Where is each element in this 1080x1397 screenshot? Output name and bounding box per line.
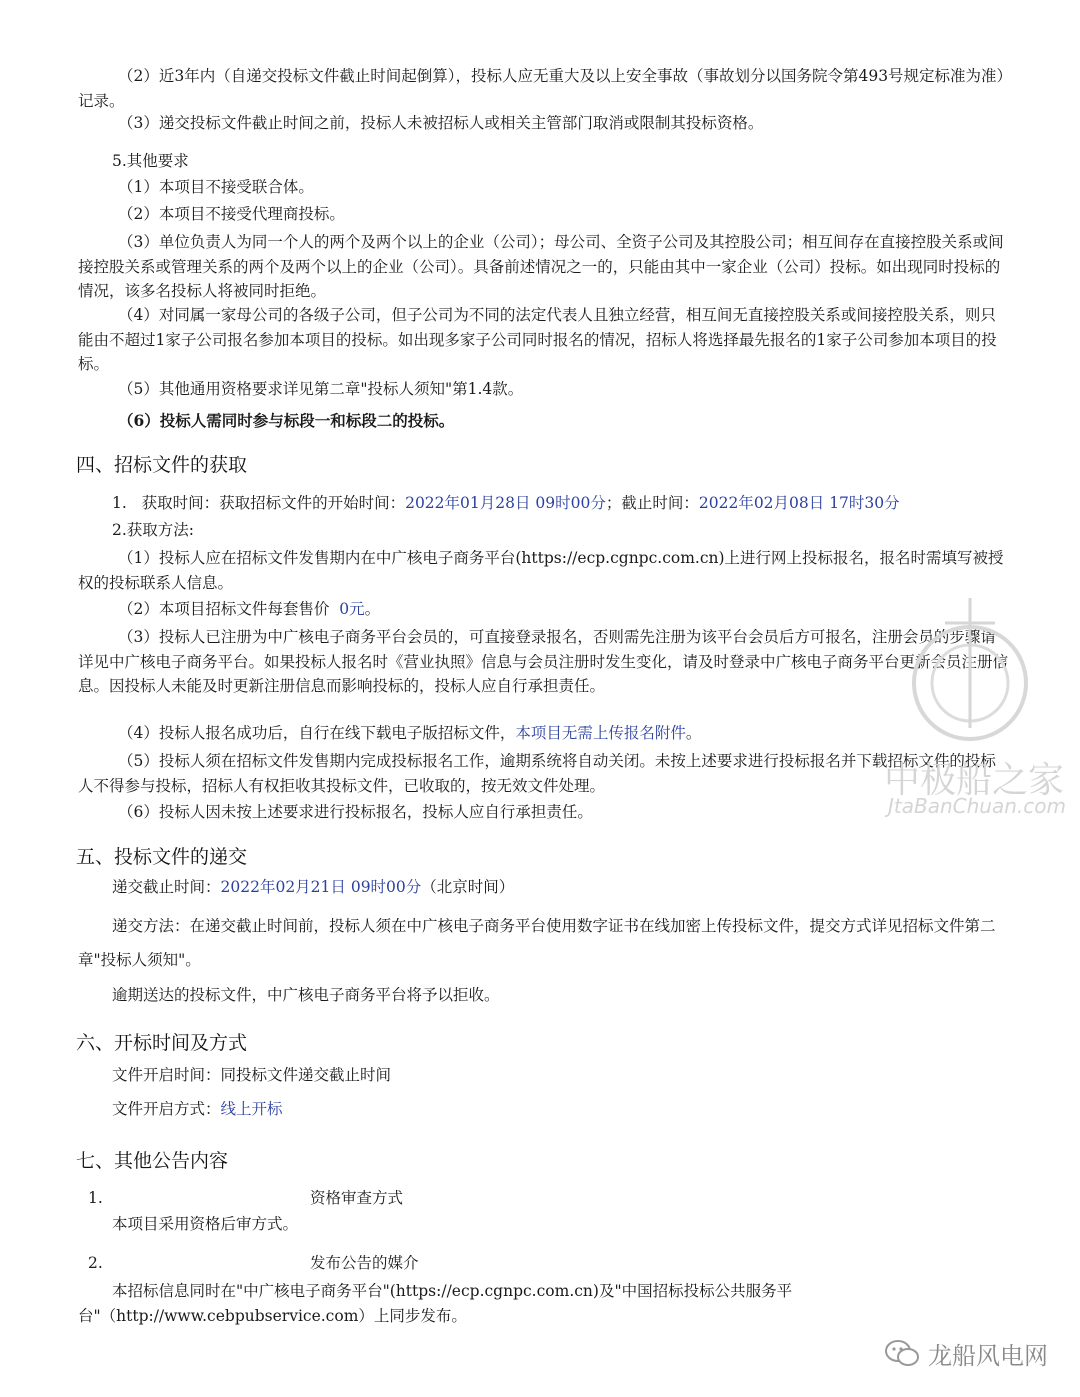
watermark-url: JtaBanChuan.com [888, 794, 1066, 818]
item-2-title: 发布公告的媒介 [310, 1254, 419, 1272]
open-way-label: 文件开启方式： [112, 1100, 221, 1118]
deadline-value: 2022年02月21日 09时00分 [220, 878, 422, 896]
deadline-suffix: （北京时间） [421, 878, 515, 896]
obtain-method-title: 2.获取方法: [112, 521, 195, 539]
item-1-title: 资格审查方式 [310, 1189, 404, 1207]
section-7-heading: 七、其他公告内容 [76, 1150, 229, 1172]
open-time: 文件开启时间：同投标文件递交截止时间 [112, 1066, 392, 1084]
obtain-time [112, 492, 1042, 515]
other-req-2: （2）本项目不接受代理商投标。 [118, 205, 345, 223]
watermark-text: 中极船之家 [884, 760, 1065, 801]
item-1-text: 本项目采用资格后审方式。 [112, 1215, 299, 1233]
req-2: （2）近3年内（自递交投标文件截止时间起倒算），投标人应无重大及以上安全事故（事故划分以国务院令第493号规定标准为准）记录。 [78, 67, 1005, 110]
obtain-method-6: （6）投标人因未按上述要求进行投标报名，投标人应自行承担责任。 [118, 803, 593, 821]
obtain-start-time: 2022年01月28日 09时00分 [405, 494, 606, 512]
other-req-title: 5.其他要求 [112, 152, 189, 170]
watermark-logo-icon [905, 588, 1035, 748]
deadline-label: 递交截止时间： [112, 878, 221, 896]
other-req-5: （5）其他通用资格要求详见第二章"投标人须知"第1.4款。 [118, 380, 524, 398]
item-2-number: 2. [88, 1254, 103, 1272]
section-5-heading: 五、投标文件的递交 [76, 846, 248, 868]
obtain-method-3: （3）投标人已注册为中广核电子商务平台会员的，可直接登录报名，否则需先注册为该平台会员后方可报名，注册会员的步骤请详见中广核电子商务平台。如果投标人报名时《营业执照》信息与会员注册时发生变化，请及时登录中广核电子商务平台更新会员注册信息。因投标人未能及时更新注册信息而影响投标的，投标人应自行承担责任。 [78, 628, 1009, 695]
method-4-note: 本项目无需上传报名附件 [515, 724, 686, 742]
obtain-method-5: （5）投标人须在招标文件发售期内完成投标报名工作，逾期系统将自动关闭。未按上述要求进行投标报名并下载招标文件的投标人不得参与投标，招标人有权拒收其投标文件，已收取的，按无效文件处理。 [78, 752, 996, 795]
section-6-heading: 六、开标时间及方式 [76, 1032, 248, 1054]
req-3: （3）递交投标文件截止时间之前，投标人未被招标人或相关主管部门取消或限制其投标资格。 [118, 114, 764, 132]
late-submission: 逾期送达的投标文件，中广核电子商务平台将予以拒收。 [112, 986, 500, 1004]
other-req-6: （6）投标人需同时参与标段一和标段二的投标。 [118, 411, 455, 430]
obtain-time-mid: ；截止时间： [605, 494, 699, 512]
method-4-prefix: （4）投标人报名成功后，自行在线下载电子版招标文件， [118, 724, 516, 742]
method-4-suffix: 。 [685, 724, 702, 742]
price-prefix: （2）本项目招标文件每套售价 [118, 600, 330, 618]
obtain-time-prefix: 1. 获取时间：获取招标文件的开始时间： [112, 494, 406, 512]
wechat-account [884, 1336, 1048, 1371]
obtain-method-1: （1）投标人应在招标文件发售期内在中广核电子商务平台(https://ecp.cgnpc.com.cn)上进行网上投标报名，报名时需填写被授权的投标联系人信息。 [78, 549, 1004, 592]
obtain-end-time: 2022年02月08日 17时30分 [698, 494, 900, 512]
price-suffix: 。 [364, 600, 381, 618]
item-1-number: 1. [88, 1189, 103, 1207]
open-way-value: 线上开标 [220, 1100, 283, 1118]
submit-method: 递交方法：在递交截止时间前，投标人须在中广核电子商务平台使用数字证书在线加密上传投标文件，提交方式详见招标文件第二章"投标人须知"。 [78, 917, 996, 969]
other-req-4: （4）对同属一家母公司的各级子公司，但子公司为不同的法定代表人且独立经营，相互间无直接控股关系或间接控股关系，则只能由不超过1家子公司报名参加本项目的投标。如出现多家子公司同时报名的情况，招标人将选择最先报名的1家子公司参加本项目的投标。 [78, 306, 997, 373]
item-2-text: 本招标信息同时在"中广核电子商务平台"(https://ecp.cgnpc.com.cn)及"中国招标投标公共服务平台"（http://www.cebpubservice.com）上同步发布。 [78, 1282, 793, 1325]
wechat-icon [884, 1339, 920, 1369]
section-4-heading: 四、招标文件的获取 [76, 454, 248, 476]
other-req-1: （1）本项目不接受联合体。 [118, 178, 314, 196]
other-req-3: （3）单位负责人为同一个人的两个及两个以上的企业（公司）；母公司、全资子公司及其控股公司；相互间存在直接控股关系或间接控股关系或管理关系的两个及两个以上的企业（公司）。具备前述情况之一的，只能由其中一家企业（公司）投标。如出现同时投标的情况，该多名投标人将被同时拒绝。 [78, 233, 1004, 300]
submit-deadline [112, 876, 1042, 899]
price-value: 0元 [339, 600, 365, 618]
account-name: 龙船风电网 [928, 1342, 1048, 1370]
open-way [112, 1098, 1042, 1121]
